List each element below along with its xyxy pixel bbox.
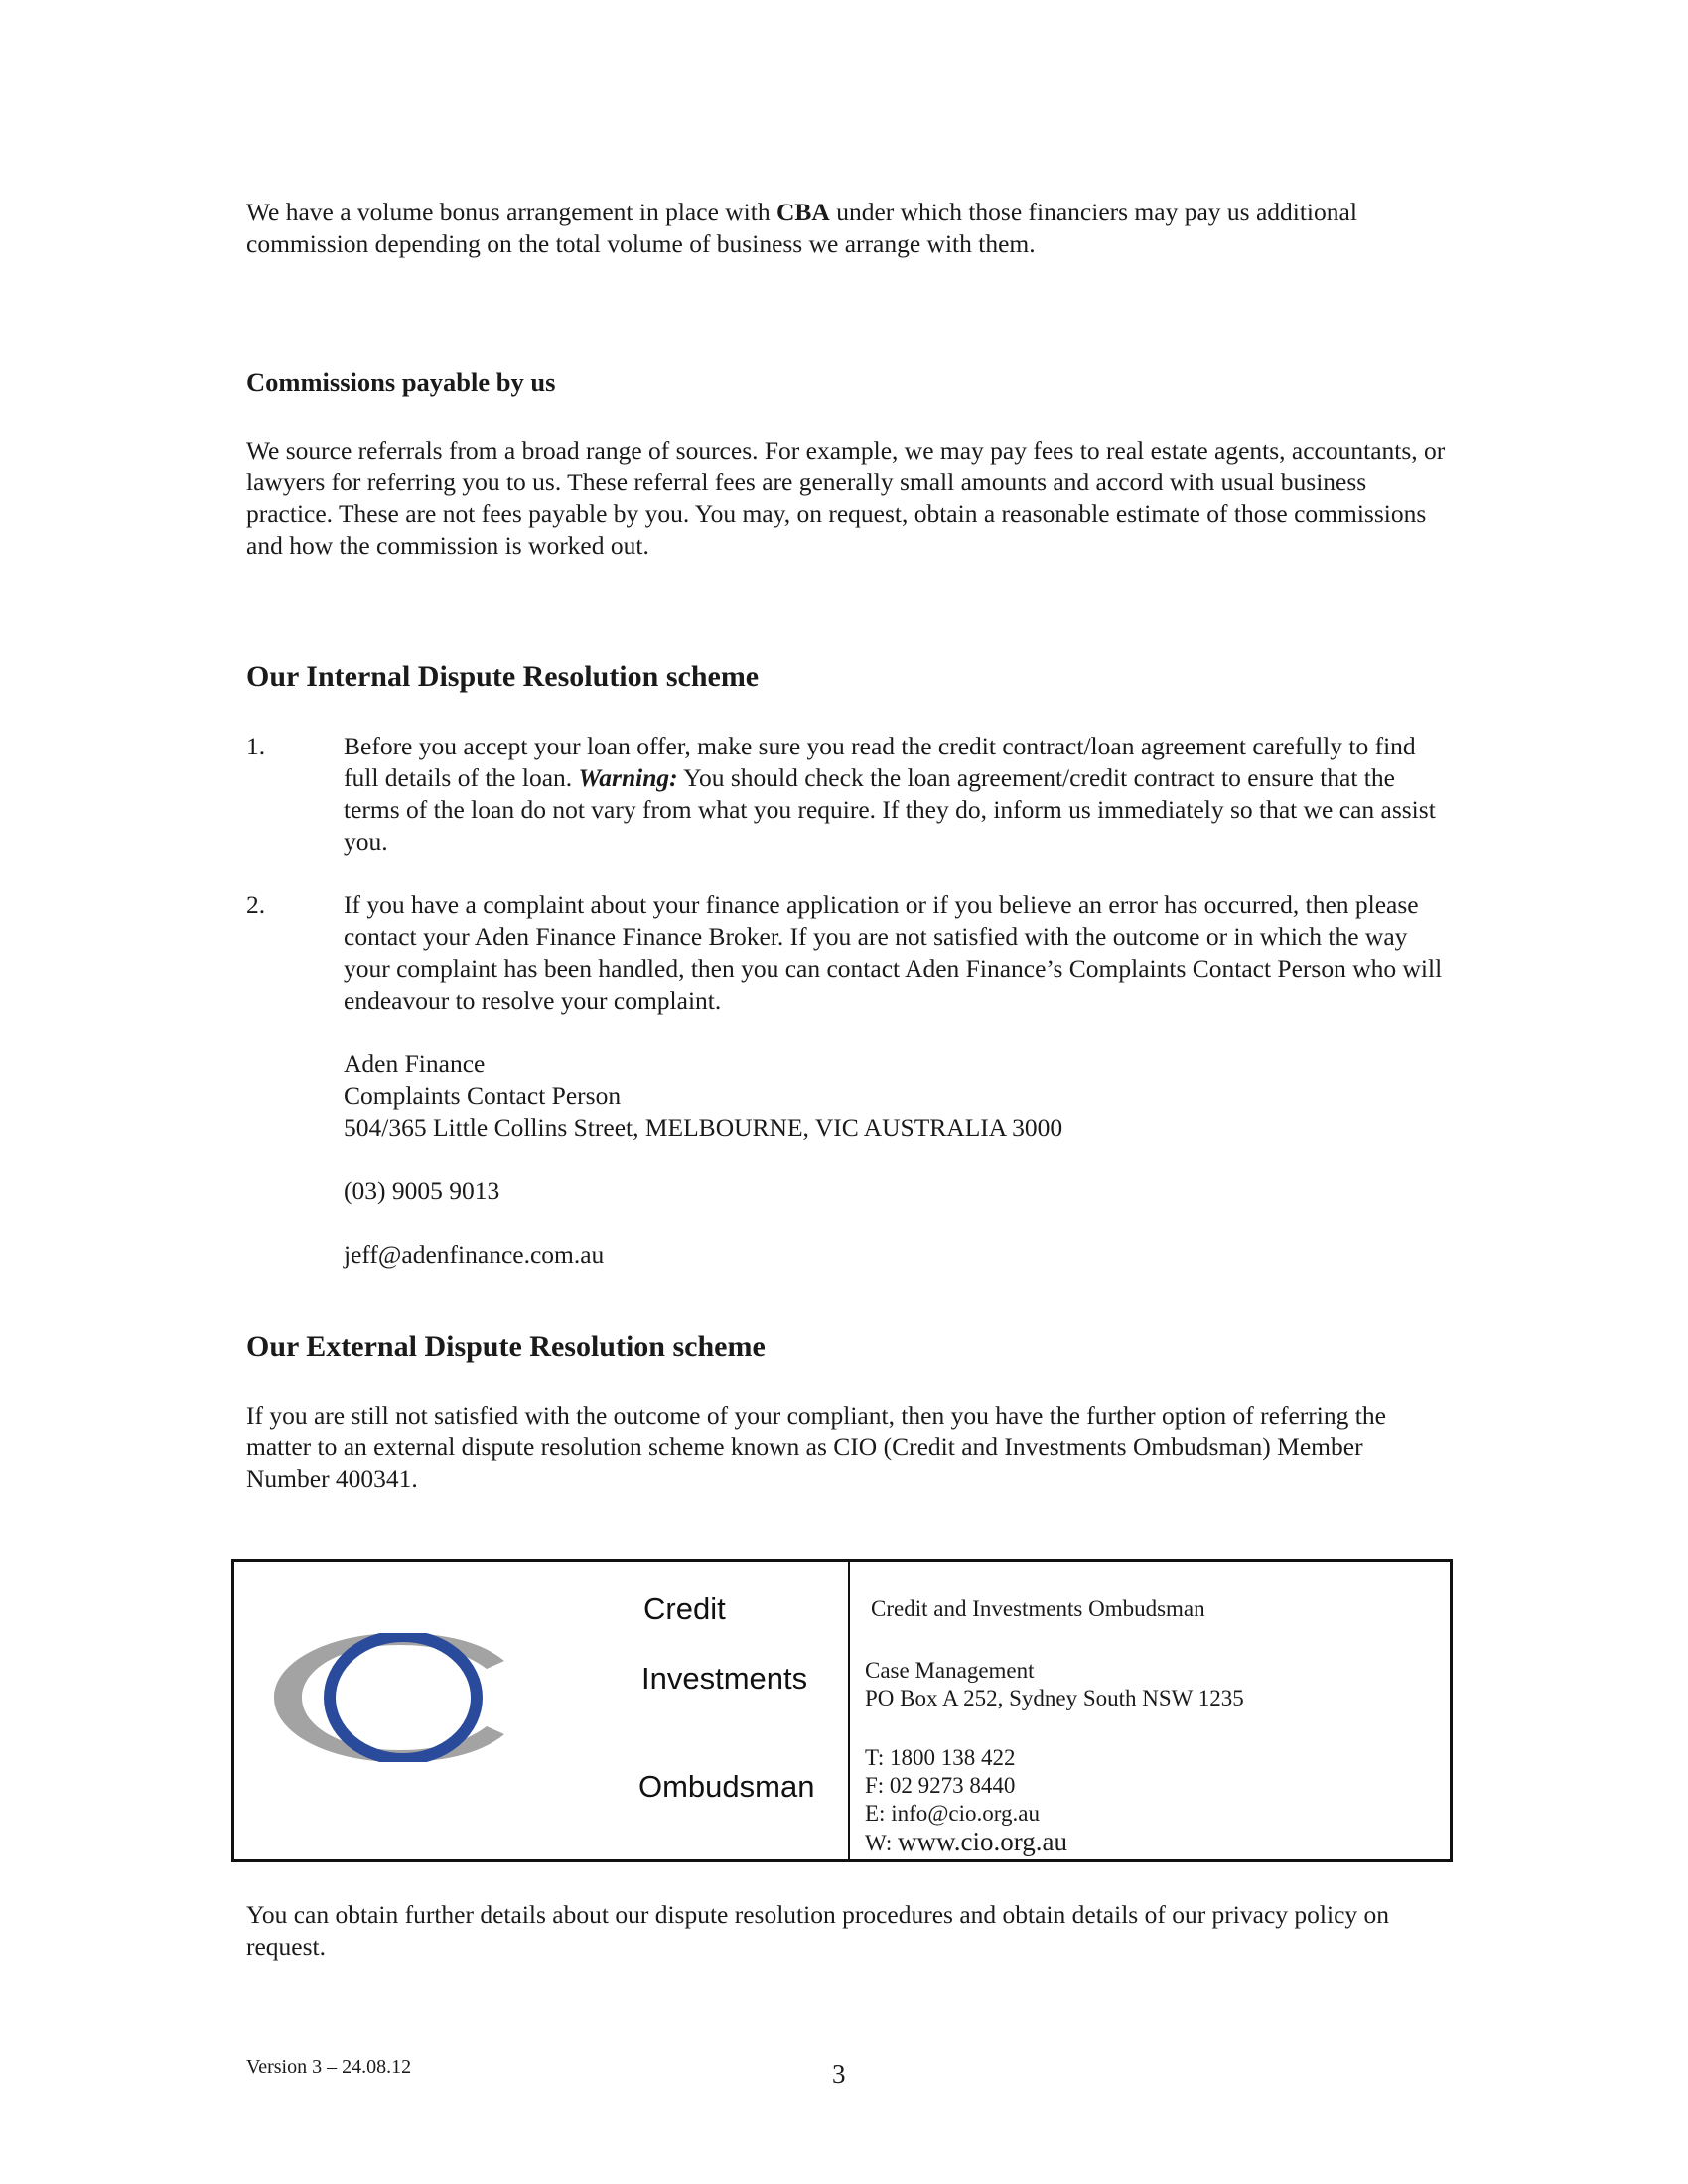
cio-web: W: www.cio.org.au [865,1827,1067,1856]
list-item-text: If you have a complaint about your finance application or if you believe an error has occurred, then please contact your Aden Finance Finance Broker. If you are not satisfied with the outcome or in which the way your complaint has been handled, then you can contact Aden Finance’s Complaints Contact Person who will endeavour to resolve your complaint. [344,890,1443,1015]
warning-label: Warning: [578,763,678,792]
list-number: 2. [246,890,266,919]
contact-address: 504/365 Little Collins Street, MELBOURNE, VIC AUSTRALIA 3000 [344,1113,1063,1142]
logo-word-ombudsman: Ombudsman [638,1769,815,1804]
cio-box-divider [848,1562,850,1859]
cio-web-link[interactable]: www.cio.org.au [898,1827,1067,1856]
commissions-paragraph: We source referrals from a broad range of sources. For example, we may pay fees to real estate agents, accountants, or lawyers for referring you to us. These referral fees are generally small amounts and accord with usual business practice. These are not fees payable by you. You may, on request, obtain a reasonable estimate of those commissions and how the commission is worked out. [246,436,1446,560]
cio-org-name: Credit and Investments Ombudsman [871,1596,1205,1621]
cio-dept: Case Management [865,1658,1035,1683]
volume-bonus-paragraph: We have a volume bonus arrangement in place with CBA under which those financiers may pay us additional commission depending on the total volume of business we arrange with them. [246,198,1357,258]
logo-word-investments: Investments [641,1661,808,1696]
cio-fax: F: 02 9273 8440 [865,1773,1016,1798]
footer-version: Version 3 – 24.08.12 [246,2056,412,2078]
idr-heading: Our Internal Dispute Resolution scheme [246,660,760,693]
commissions-heading: Commissions payable by us [246,367,556,397]
cba-text: CBA [775,198,830,226]
contact-role: Complaints Contact Person [344,1081,622,1110]
edr-paragraph: If you are still not satisfied with the outcome of your compliant, then you have the further option of referring the matter to an external dispute resolution scheme known as CIO (Credit and Investments Ombudsman) Member Number 400341. [246,1401,1386,1493]
cio-postal: PO Box A 252, Sydney South NSW 1235 [865,1686,1244,1710]
contact-name: Aden Finance [344,1049,486,1078]
page-number: 3 [832,2059,846,2089]
cio-logo-icon [274,1633,542,1762]
list-item-text: Before you accept your loan offer, make sure you read the credit contract/loan agreement carefully to find full details of the loan. Warning: You should check the loan agreement/credit contract to ensure that the terms of the loan do not vary from what you require. If they do, inform us immediately so that we can assist you. [344,732,1436,856]
cio-tel: T: 1800 138 422 [865,1745,1016,1770]
list-number: 1. [246,732,266,760]
edr-heading: Our External Dispute Resolution scheme [246,1330,766,1363]
cio-contact-box [231,1559,1453,1862]
logo-word-credit: Credit [643,1591,726,1626]
contact-phone: (03) 9005 9013 [344,1176,500,1205]
closing-paragraph: You can obtain further details about our dispute resolution procedures and obtain details of our privacy policy on request. [246,1900,1390,1961]
contact-email: jeff@adenfinance.com.au [344,1240,605,1269]
cio-email: E: info@cio.org.au [865,1801,1040,1826]
